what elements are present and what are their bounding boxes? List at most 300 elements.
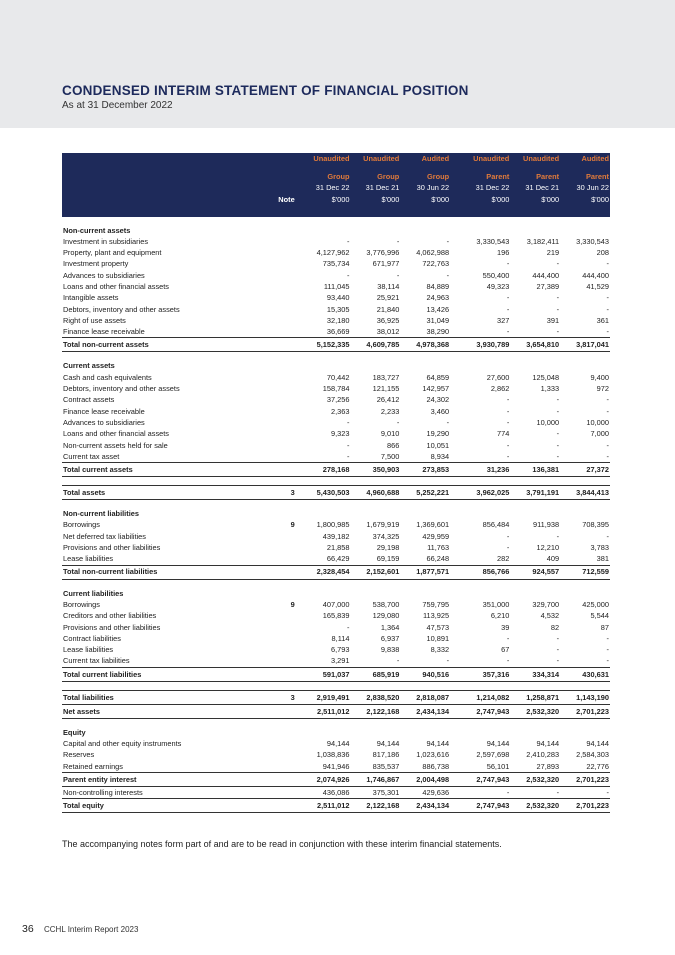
row-value: 671,977 (372, 259, 400, 269)
row-value: 374,325 (372, 531, 400, 541)
row-label: Investment in subsidiaries (63, 236, 149, 246)
spacer-row (62, 500, 610, 509)
row-value: - (506, 440, 510, 450)
row-value: 591,037 (301, 667, 351, 681)
row-value: 27,372 (560, 463, 610, 477)
row-value: 15,305 (326, 304, 350, 314)
table-row (62, 258, 610, 269)
row-note (270, 622, 301, 633)
row-label: Current tax liabilities (63, 656, 130, 666)
row-note (270, 258, 301, 269)
row-label: Total non-current assets (62, 338, 270, 352)
header-unit: $'000 (381, 194, 400, 204)
row-value: - (506, 656, 510, 666)
row-value: - (506, 395, 510, 405)
row-value: 407,000 (322, 599, 350, 609)
row-value: - (556, 406, 560, 416)
table-row (62, 315, 610, 326)
header-date: 31 Dec 21 (525, 183, 560, 193)
header-entity: Parent (536, 171, 560, 181)
row-label: Total current liabilities (62, 667, 270, 681)
row-label: Finance lease receivable (63, 327, 145, 337)
row-value: 2,597,698 (476, 750, 510, 760)
row-note (270, 644, 301, 655)
row-value: 972 (596, 384, 609, 394)
row-value: 9,010 (380, 429, 400, 439)
row-value: 67 (501, 645, 510, 655)
row-value: 361 (596, 315, 609, 325)
row-value: 3,930,789 (450, 338, 510, 352)
report-name: CCHL Interim Report 2023 (44, 925, 139, 934)
row-value: 3,844,413 (560, 486, 610, 500)
row-value: - (347, 236, 350, 246)
row-value: 6,937 (380, 633, 400, 643)
header-date: 31 Dec 21 (365, 183, 400, 193)
spacer-row (62, 352, 610, 361)
section-heading-row (62, 360, 610, 371)
row-value: 8,114 (331, 633, 350, 643)
row-value: 13,426 (426, 304, 450, 314)
header-status: Unaudited (522, 154, 560, 164)
row-value: 5,430,503 (301, 486, 351, 500)
row-note (270, 531, 301, 542)
row-label: Debtors, inventory and other assets (63, 384, 180, 394)
row-label: Contract assets (63, 395, 115, 405)
row-value: 64,859 (426, 372, 450, 382)
row-value: 19,290 (426, 429, 450, 439)
table-body (62, 217, 610, 813)
row-value: 6,793 (331, 645, 350, 655)
row-value: 3,962,025 (450, 486, 510, 500)
row-value: 70,442 (326, 372, 350, 382)
row-value: 38,290 (426, 327, 450, 337)
row-value: 94,144 (426, 739, 450, 748)
row-note (270, 247, 301, 258)
row-label: Net assets (62, 704, 270, 718)
row-value: 4,062,988 (416, 248, 450, 258)
row-value: 183,727 (372, 372, 400, 382)
row-value: 27,600 (486, 372, 510, 382)
row-value: - (606, 440, 609, 450)
row-value: - (606, 259, 609, 269)
header-entity: Group (327, 171, 350, 181)
row-value: 4,609,785 (351, 338, 401, 352)
table-row (62, 304, 610, 315)
table-row (62, 326, 610, 338)
row-value: - (506, 417, 510, 427)
total-row (62, 667, 610, 681)
row-label: Lease liabilities (63, 645, 114, 655)
row-note (270, 326, 301, 338)
row-value: - (556, 656, 560, 666)
row-note (270, 315, 301, 326)
row-value: 350,903 (351, 463, 401, 477)
row-value: 82 (550, 622, 560, 632)
row-value: 4,532 (540, 611, 560, 621)
row-note (270, 304, 301, 315)
total-row (62, 799, 610, 813)
header-status: Audited (581, 154, 609, 164)
row-value: 29,198 (376, 543, 400, 553)
row-value: 38,012 (376, 327, 400, 337)
row-value: - (556, 304, 560, 314)
row-value: 10,051 (426, 440, 450, 450)
row-value: 7,000 (590, 429, 609, 439)
row-note (270, 270, 301, 281)
row-value: 2,532,320 (510, 799, 560, 813)
row-value: 430,631 (560, 667, 610, 681)
header-unit: $'000 (541, 194, 560, 204)
row-value: - (606, 645, 609, 655)
row-value: 36,925 (376, 315, 400, 325)
row-note (270, 428, 301, 439)
table-row (62, 292, 610, 303)
row-label: Finance lease receivable (63, 406, 145, 416)
row-value: 39 (501, 622, 510, 632)
row-value: 6,210 (490, 611, 510, 621)
row-value: - (606, 633, 609, 643)
row-value: - (446, 236, 450, 246)
table-row (62, 644, 610, 655)
row-value: - (556, 327, 560, 337)
row-value: 21,840 (376, 304, 400, 314)
row-value: - (396, 417, 400, 427)
total-row (62, 565, 610, 579)
row-value: - (556, 293, 560, 303)
header-entity: Parent (585, 171, 609, 181)
spacer-row (62, 579, 610, 588)
table-row (62, 247, 610, 258)
table-row (62, 610, 610, 621)
row-value: - (506, 327, 510, 337)
row-value: 2,532,320 (510, 704, 560, 718)
row-value: 113,925 (422, 611, 450, 621)
total-row (62, 486, 610, 500)
row-value: - (606, 293, 609, 303)
row-label: Total assets (62, 486, 270, 500)
table-row (62, 417, 610, 428)
header-unit: $'000 (431, 194, 450, 204)
row-value: 2,074,926 (301, 772, 351, 786)
row-note: 9 (290, 520, 295, 530)
header-date: 30 Jun 22 (576, 183, 609, 193)
row-value: 56,101 (486, 761, 510, 771)
table-row (62, 372, 610, 383)
total-row (62, 772, 610, 786)
row-note (270, 772, 301, 786)
row-value: 759,795 (422, 599, 450, 609)
row-value: - (446, 417, 450, 427)
row-value: 712,559 (560, 565, 610, 579)
row-value: 3,182,411 (526, 236, 560, 246)
row-note (270, 749, 301, 760)
row-value: 278,168 (301, 463, 351, 477)
row-value: 924,557 (510, 565, 560, 579)
row-value: 94,144 (536, 739, 560, 748)
total-row (62, 338, 610, 352)
row-value: - (506, 633, 510, 643)
row-value: - (556, 429, 560, 439)
row-value: 9,400 (590, 372, 609, 382)
header-unit: $'000 (491, 194, 510, 204)
header-units-row (62, 194, 610, 206)
row-value: 2,511,012 (301, 799, 351, 813)
row-value: 3,791,191 (510, 486, 560, 500)
row-value: 37,256 (326, 395, 350, 405)
header-entity: Group (426, 171, 450, 181)
row-value: 41,529 (586, 281, 609, 291)
row-value: - (606, 327, 609, 337)
row-value: 94,144 (586, 739, 609, 748)
row-value: 835,537 (372, 761, 400, 771)
table-row (62, 270, 610, 281)
row-note (270, 440, 301, 451)
row-value: - (396, 656, 400, 666)
table-row (62, 738, 610, 749)
row-value: 1,364 (380, 622, 400, 632)
row-value: - (606, 451, 609, 461)
row-value: 941,946 (322, 761, 350, 771)
row-value: 3,460 (430, 406, 450, 416)
row-value: 2,747,943 (450, 799, 510, 813)
row-value: 2,747,943 (450, 772, 510, 786)
row-value: - (606, 531, 609, 541)
section-heading: Non-current liabilities (63, 509, 139, 519)
row-label: Borrowings (63, 599, 100, 609)
row-value: 1,258,871 (510, 690, 560, 704)
table-row (62, 553, 610, 565)
row-value: 27,389 (536, 281, 560, 291)
row-note: 9 (290, 599, 295, 609)
row-value: 774 (496, 429, 510, 439)
table-row (62, 394, 610, 405)
row-value: 158,784 (322, 384, 350, 394)
row-label: Capital and other equity instruments (63, 739, 182, 748)
row-value: 125,048 (532, 372, 560, 382)
table-row (62, 440, 610, 451)
row-label: Retained earnings (63, 761, 123, 771)
row-value: - (347, 451, 350, 461)
row-value: 685,919 (351, 667, 401, 681)
row-value: 12,210 (536, 543, 560, 553)
row-value: 429,636 (422, 787, 450, 797)
row-value: 49,323 (486, 281, 510, 291)
row-value: 3,291 (331, 656, 350, 666)
table-row (62, 236, 610, 247)
row-note (270, 406, 301, 417)
header-unit: $'000 (331, 194, 350, 204)
row-value: - (506, 543, 510, 553)
row-value: 2,701,223 (560, 704, 610, 718)
row-value: 1,023,616 (416, 750, 450, 760)
row-value: 351,000 (482, 599, 510, 609)
row-label: Total equity (62, 799, 270, 813)
row-value: 2,701,223 (560, 799, 610, 813)
table-row (62, 383, 610, 394)
row-value: - (396, 270, 400, 280)
row-value: 1,800,985 (316, 520, 350, 530)
row-value: 866 (386, 440, 400, 450)
row-value: 735,734 (322, 259, 350, 269)
row-label: Creditors and other liabilities (63, 611, 157, 621)
row-value: 94,144 (326, 739, 350, 748)
spacer-row (62, 477, 610, 486)
row-value: 3,783 (590, 543, 609, 553)
row-value: 142,957 (422, 384, 450, 394)
row-value: - (347, 622, 350, 632)
row-label: Total current assets (62, 463, 270, 477)
table-row (62, 451, 610, 463)
row-value: 425,000 (582, 599, 609, 609)
row-value: 129,080 (372, 611, 400, 621)
row-value: 219 (546, 248, 560, 258)
row-value: 21,858 (326, 543, 350, 553)
row-value: 282 (496, 554, 510, 564)
total-row (62, 690, 610, 704)
row-value: - (556, 451, 560, 461)
section-heading: Non-current assets (63, 225, 131, 235)
row-value: 2,584,303 (576, 750, 609, 760)
row-value: 2,701,223 (560, 772, 610, 786)
row-value: 10,000 (536, 417, 560, 427)
row-value: 4,127,962 (316, 248, 350, 258)
header-date-row (62, 182, 610, 194)
row-value: 327 (496, 315, 510, 325)
table-row (62, 406, 610, 417)
table-row (62, 786, 610, 798)
row-value: 84,889 (426, 281, 450, 291)
row-label: Non-current assets held for sale (63, 440, 168, 450)
row-value: - (556, 259, 560, 269)
row-note (270, 704, 301, 718)
row-note (270, 463, 301, 477)
table-row (62, 542, 610, 553)
table-row (62, 531, 610, 542)
row-value: 24,302 (426, 395, 450, 405)
row-value: 94,144 (376, 739, 400, 748)
row-value: 1,038,836 (316, 750, 350, 760)
row-value: 87 (600, 622, 609, 632)
row-value: - (556, 531, 560, 541)
row-label: Cash and cash equivalents (63, 372, 152, 382)
page-number: 36 (22, 923, 34, 935)
row-value: - (506, 787, 510, 797)
row-label: Property, plant and equipment (63, 248, 162, 258)
row-value: 27,893 (536, 761, 560, 771)
row-value: 4,978,368 (400, 338, 450, 352)
row-value: 444,400 (582, 270, 609, 280)
row-note (270, 236, 301, 247)
header-unit: $'000 (591, 194, 609, 204)
row-value: 444,400 (532, 270, 560, 280)
total-row (62, 463, 610, 477)
row-value: 10,891 (426, 633, 450, 643)
row-value: - (506, 531, 510, 541)
row-value: 22,776 (586, 761, 609, 771)
row-value: 38,114 (377, 281, 400, 291)
row-note (270, 451, 301, 463)
total-row (62, 704, 610, 718)
row-label: Loans and other financial assets (63, 281, 170, 291)
row-value: 911,938 (532, 520, 560, 530)
row-value: 66,248 (426, 554, 450, 564)
row-value: 3,654,810 (510, 338, 560, 352)
row-value: - (606, 656, 609, 666)
row-note (270, 417, 301, 428)
row-value: 7,500 (380, 451, 400, 461)
row-note (270, 372, 301, 383)
row-note (270, 394, 301, 405)
row-label: Advances to subsidiaries (63, 270, 145, 280)
row-label: Current tax asset (63, 451, 120, 461)
row-label: Parent entity interest (62, 772, 270, 786)
row-value: 2,004,498 (400, 772, 450, 786)
row-value: 2,122,168 (351, 704, 401, 718)
header-date: 31 Dec 22 (475, 183, 510, 193)
row-value: 817,186 (372, 750, 400, 760)
row-value: 856,766 (450, 565, 510, 579)
row-value: 334,314 (510, 667, 560, 681)
header-status: Unaudited (313, 154, 350, 164)
row-value: - (506, 406, 510, 416)
row-value: 391 (546, 315, 560, 325)
row-value: 550,400 (482, 270, 510, 280)
row-value: 94,144 (486, 739, 510, 748)
row-value: 121,155 (372, 384, 400, 394)
row-note (270, 667, 301, 681)
financial-position-table (62, 153, 610, 813)
section-heading: Current assets (63, 361, 115, 371)
row-value: - (347, 270, 350, 280)
row-value: - (396, 236, 400, 246)
row-note (270, 542, 301, 553)
section-heading-row (62, 588, 610, 599)
section-heading: Equity (63, 727, 86, 737)
row-value: 439,182 (322, 531, 350, 541)
row-value: - (556, 645, 560, 655)
row-value: 375,301 (372, 787, 400, 797)
row-value: 1,333 (540, 384, 560, 394)
table-row (62, 428, 610, 439)
table-row (62, 633, 610, 644)
row-label: Intangible assets (63, 293, 119, 303)
row-value: 11,763 (427, 543, 450, 553)
row-value: 436,086 (322, 787, 350, 797)
table-row (62, 281, 610, 292)
table-row (62, 749, 610, 760)
row-note (270, 292, 301, 303)
row-note (270, 383, 301, 394)
row-value: 9,838 (380, 645, 400, 655)
row-value: - (606, 406, 609, 416)
row-value: 856,484 (482, 520, 510, 530)
row-value: 2,152,601 (351, 565, 401, 579)
row-label: Investment property (63, 259, 129, 269)
row-value: 2,122,168 (351, 799, 401, 813)
row-value: - (506, 451, 510, 461)
row-value: 2,434,134 (400, 799, 450, 813)
row-value: 2,363 (331, 406, 350, 416)
row-value: 196 (496, 248, 510, 258)
row-value: 32,180 (326, 315, 350, 325)
row-value: 886,738 (422, 761, 450, 771)
section-heading: Current liabilities (63, 588, 124, 598)
row-label: Advances to subsidiaries (63, 417, 145, 427)
row-value: 93,440 (326, 293, 350, 303)
row-value: 9,323 (331, 429, 350, 439)
row-value: - (506, 293, 510, 303)
section-heading-row (62, 508, 610, 519)
